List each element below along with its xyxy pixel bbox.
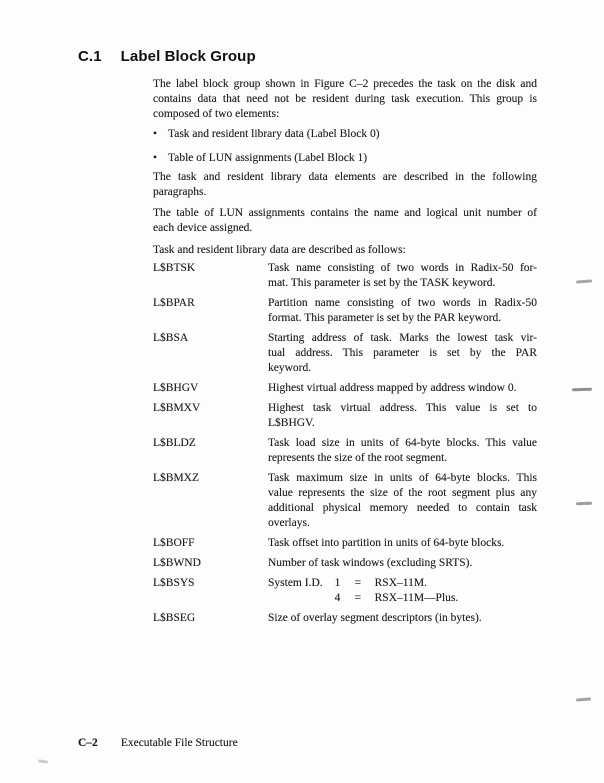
bullet-list bbox=[153, 127, 537, 166]
text-line: Highest task virtual address. This value is set to bbox=[268, 402, 537, 414]
scan-artifact-mark bbox=[38, 759, 48, 763]
text-line: contains data that need not be resident during task execution. This group is bbox=[153, 93, 537, 105]
text-line: Number of task windows (excluding SRTS). bbox=[268, 557, 473, 569]
text-line: Task name consisting of two words in Radix-50 for- bbox=[268, 262, 537, 274]
definition-term: L$BTSK bbox=[153, 262, 196, 274]
system-id-code: 1 bbox=[334, 577, 341, 589]
list-item-text: Task and resident library data (Label Block 0) bbox=[168, 128, 380, 140]
text-line: L$BHGV. bbox=[268, 417, 315, 429]
definition-term: L$BMXV bbox=[153, 402, 201, 414]
section-number: C.1 bbox=[78, 48, 102, 65]
definition-row bbox=[153, 556, 537, 571]
list-item bbox=[153, 151, 537, 166]
bullet-icon: • bbox=[153, 152, 158, 164]
definition-term: L$BLDZ bbox=[153, 437, 196, 449]
definition-row bbox=[153, 401, 537, 431]
text-line: value represents the size of the root segment plus any bbox=[268, 487, 537, 499]
list-item-text: Table of LUN assignments (Label Block 1) bbox=[168, 152, 368, 164]
definition-description bbox=[268, 261, 537, 291]
text-line: Partition name consisting of two words in Radix-50 bbox=[268, 297, 537, 309]
definition-description bbox=[268, 436, 537, 466]
definition-row bbox=[153, 331, 537, 376]
body-content bbox=[153, 77, 537, 626]
system-id-code: 4 bbox=[334, 592, 341, 604]
paragraph-intro bbox=[153, 77, 537, 122]
system-id-label: System I.D. bbox=[268, 577, 323, 589]
text-line: overlays. bbox=[268, 517, 310, 529]
text-line: Starting address of task. Marks the lowest task vir- bbox=[268, 332, 537, 344]
definition-term: L$BMXZ bbox=[153, 472, 199, 484]
definition-row bbox=[153, 261, 537, 291]
text-line: represents the size of the root segment. bbox=[268, 452, 448, 464]
system-id-table bbox=[268, 576, 537, 606]
section-heading bbox=[78, 48, 256, 65]
text-line: The label block group shown in Figure C–2 precedes the task on the disk and bbox=[153, 78, 537, 90]
text-line: The task and resident library data elements are described in the following bbox=[153, 171, 537, 183]
definition-description bbox=[268, 536, 537, 551]
section-title: Label Block Group bbox=[120, 48, 256, 65]
footer-title: Executable File Structure bbox=[120, 737, 238, 749]
text-line: Size of overlay segment descriptors (in bytes). bbox=[268, 612, 482, 624]
definition-term: L$BPAR bbox=[153, 297, 195, 309]
text-line: composed of two elements: bbox=[153, 108, 280, 120]
scan-artifact-mark bbox=[576, 279, 592, 283]
text-line: paragraphs. bbox=[153, 186, 207, 198]
bullet-icon: • bbox=[153, 128, 158, 140]
definition-row bbox=[153, 536, 537, 551]
page-footer bbox=[78, 736, 238, 751]
definition-term: L$BHGV bbox=[153, 382, 199, 394]
definition-description bbox=[268, 381, 537, 396]
text-line: mat. This parameter is set by the TASK keyword. bbox=[268, 277, 496, 289]
text-line: each device assigned. bbox=[153, 222, 253, 234]
definition-description bbox=[268, 611, 537, 626]
system-id-rows bbox=[335, 576, 459, 606]
definition-row bbox=[153, 296, 537, 326]
text-line: Task and resident library data are described as follows: bbox=[153, 244, 406, 256]
paragraph-elements bbox=[153, 170, 537, 200]
definition-row bbox=[153, 576, 537, 606]
text-line: keyword. bbox=[268, 362, 312, 374]
definition-description bbox=[268, 401, 537, 431]
definition-row bbox=[153, 471, 537, 531]
scan-artifact-mark bbox=[576, 697, 591, 701]
text-line: tual address. This parameter is set by the PAR bbox=[268, 347, 537, 359]
definition-term: L$BSEG bbox=[153, 612, 196, 624]
scan-artifact-mark bbox=[572, 388, 592, 392]
text-line: format. This parameter is set by the PAR keyword. bbox=[268, 312, 502, 324]
definition-description bbox=[268, 296, 537, 326]
paragraph-lun-table bbox=[153, 206, 537, 236]
system-id-name: RSX–11M—Plus. bbox=[374, 592, 459, 604]
definition-description bbox=[268, 471, 537, 531]
list-item bbox=[153, 127, 537, 142]
text-line: The table of LUN assignments contains the name and logical unit number of bbox=[153, 207, 537, 219]
definition-list bbox=[153, 261, 537, 626]
text-line: Task load size in units of 64-byte blocks. This value bbox=[268, 437, 537, 449]
text-line: Highest virtual address mapped by address window 0. bbox=[268, 382, 517, 394]
definition-description bbox=[268, 331, 537, 376]
system-id-name: RSX–11M. bbox=[374, 577, 427, 589]
definition-description bbox=[268, 556, 537, 571]
equals-sign: = bbox=[354, 592, 362, 604]
definition-term: L$BSA bbox=[153, 332, 189, 344]
definition-term: L$BWND bbox=[153, 557, 201, 569]
equals-sign: = bbox=[354, 577, 362, 589]
text-line: Task offset into partition in units of 64-byte blocks. bbox=[268, 537, 505, 549]
page-number: C–2 bbox=[78, 737, 98, 749]
system-id-row bbox=[335, 576, 459, 591]
definition-term: L$BSYS bbox=[153, 577, 195, 589]
text-line: additional physical memory needed to contain task bbox=[268, 502, 537, 514]
text-line: Task maximum size in units of 64-byte blocks. This bbox=[268, 472, 537, 484]
definition-row bbox=[153, 611, 537, 626]
definition-row bbox=[153, 381, 537, 396]
system-id-row bbox=[335, 591, 459, 606]
scan-artifact-mark bbox=[576, 502, 592, 505]
definition-term: L$BOFF bbox=[153, 537, 195, 549]
definition-row bbox=[153, 436, 537, 466]
paragraph-lead-in bbox=[153, 243, 537, 258]
